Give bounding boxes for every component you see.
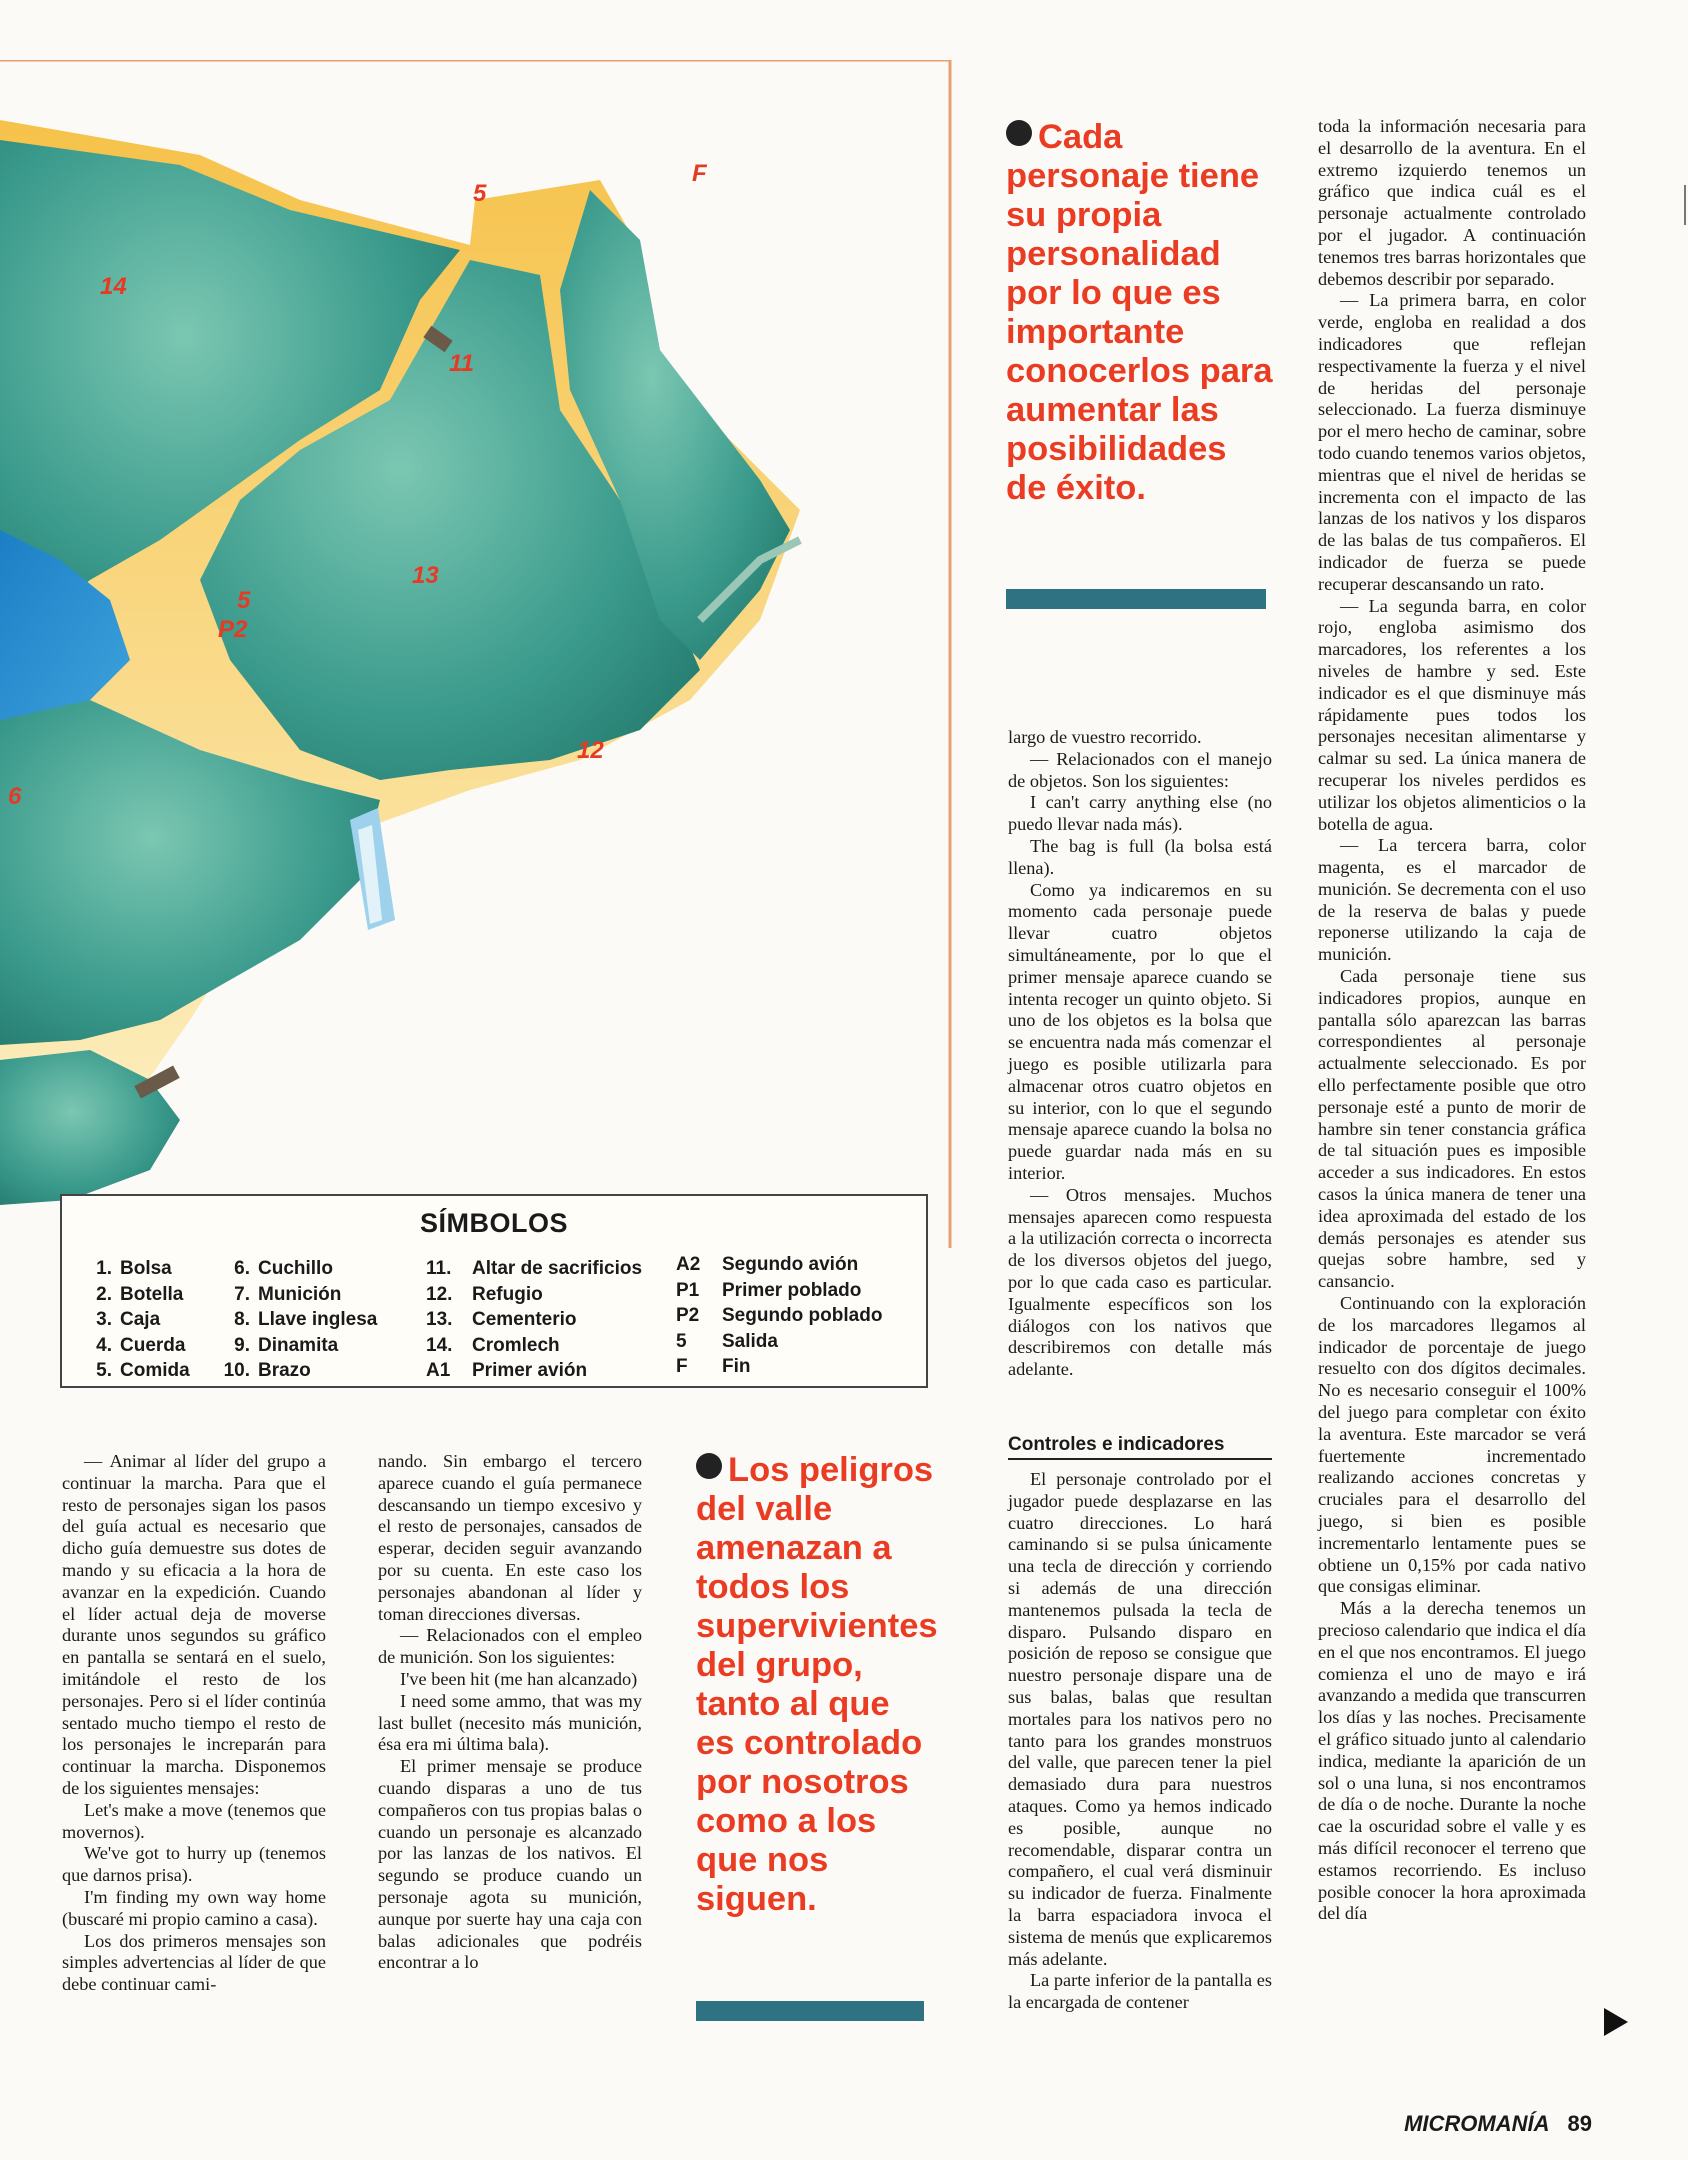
pullquote-1: Cada personaje tiene su propia personalidad por lo que es importante conocerlos para aumentar las posibilidades de éxito.	[1006, 118, 1273, 507]
legend-item: 9. Dinamita	[234, 1334, 339, 1356]
continue-arrow-icon	[1604, 2008, 1628, 2036]
map-label-5b: 5	[237, 587, 251, 614]
legend-item: 13. Cementerio	[426, 1309, 577, 1330]
pullquote-1-bar	[1006, 589, 1266, 609]
paragraph: largo de vuestro recorrido.	[1008, 727, 1202, 747]
legend-col-4	[676, 1252, 882, 1380]
legend-item: P1 Primer poblado	[676, 1279, 862, 1301]
map-label-12: 12	[577, 737, 604, 764]
page-footer	[1404, 2111, 1592, 2137]
legend-item: 12. Refugio	[426, 1283, 543, 1305]
paragraph: — Relacionados con el empleo de munición. Son los siguientes:	[378, 1625, 642, 1668]
legend-item: 6. Cuchillo	[234, 1258, 333, 1279]
legend-item: 3. Caja	[96, 1309, 161, 1330]
paragraph: toda la información necesaria para el desarrollo de la aventura. En el extremo izquierdo tenemos un gráfico que indica cuál es el personaje actualmente controlado por el jugador. A continuación tenemos tres barras horizontales que debemos describir por separado.	[1318, 116, 1586, 289]
map-label-f: F	[692, 160, 707, 187]
pullquote-2-bar	[696, 2001, 924, 2021]
section-heading: Controles e indicadores	[1008, 1434, 1272, 1460]
paragraph: Cada personaje tiene sus indicadores propios, aunque en pantalla sólo aparezcan las barras correspondientes al personaje actualmente seleccionado. Es por ello perfectamente posible que otro personaje esté a punto de morir de hambre sin tener constancia gráfica de tal situación pues es imposible acceder a sus indicadores. En estos casos la única manera de tener una idea aproximada del estado de los demás personajes es atender sus quejas sobre hambre, sed y cansancio.	[1318, 966, 1586, 1292]
paragraph: La parte inferior de la pantalla es la encargada de contener	[1008, 1970, 1272, 2013]
article-column-a	[62, 1451, 326, 1996]
paragraph: El primer mensaje se produce cuando disparas a uno de tus compañeros con tus propias balas o cuando un personaje es alcanzado por las lanzas de los nativos. El segundo se produce cuando un personaje agota su munición, aunque por suerte hay una caja con balas adicionales que podréis encontrar a lo	[378, 1756, 642, 1973]
map-illustration	[0, 60, 952, 1248]
paragraph: nando. Sin embargo el tercero aparece cuando el guía permanece descansando un tiempo excesivo y el resto de personajes, cansados de esperar, deciden seguir avanzando por su cuenta. En este caso los personajes abandonan al líder y toman direcciones diversas.	[378, 1451, 642, 1624]
legend-title: SÍMBOLOS	[419, 1208, 568, 1238]
legend-item: 4. Cuerda	[96, 1334, 186, 1356]
legend-item: 14. Cromlech	[426, 1334, 560, 1356]
legend-item: 5. Comida	[96, 1360, 190, 1381]
legend-col-2	[220, 1256, 377, 1384]
map-label-6: 6	[8, 783, 22, 810]
legend-box	[60, 1194, 928, 1388]
paragraph: — La primera barra, en color verde, engloba en realidad a dos indicadores que reflejan respectivamente la fuerza y el nivel de heridas del personaje seleccionado. La fuerza disminuye por el mero hecho de caminar, sobre todo cuando tenemos varios objetos, mientras que el nivel de heridas se incrementa con el impacto de las lanzas de los nativos y los disparos de las balas de tus compañeros. El indicador de fuerza se puede recuperar descansando un rato.	[1318, 290, 1586, 594]
paragraph: I can't carry anything else (no puedo llevar nada más).	[1008, 792, 1272, 835]
legend-item: A1 Primer avión	[426, 1360, 588, 1381]
map-graphic	[0, 60, 952, 1248]
legend-item: 7. Munición	[234, 1283, 342, 1305]
margin-mark	[1684, 185, 1686, 225]
legend-col-1	[82, 1256, 190, 1384]
paragraph: We've got to hurry up (tenemos que darnos prisa).	[62, 1843, 326, 1886]
paragraph: Como ya indicaremos en su momento cada personaje puede llevar cuatro objetos simultáneamente, por lo que el primer mensaje aparece cuando se intenta recoger un quinto objeto. Si uno de los objetos es la bolsa que se encuentra nada más comenzar el juego es posible utilizarla para almacenar otros cuatro objetos en su interior, con lo que el segundo mensaje aparece cuando la bolsa no puede guardar nada más en su interior.	[1008, 879, 1272, 1183]
paragraph: — Otros mensajes. Muchos mensajes aparecen como respuesta a la utilización correcta o incorrecta de los diversos objetos del juego, por lo que cada caso es particular. Igualmente específicos son los diálogos con los nativos que describiremos con detalle más adelante.	[1008, 1184, 1272, 1380]
legend-item: 8. Llave inglesa	[234, 1309, 378, 1330]
map-label-11: 11	[449, 350, 474, 377]
pullquote-2: Los peligros del valle amenazan a todos los supervivientes del grupo, tanto al que es controlado por nosotros como a los que nos siguen.	[696, 1451, 938, 1918]
paragraph: Más a la derecha tenemos un precioso calendario que indica el día en el que nos encontramos. El juego comienza el uno de mayo e irá avanzando a medida que transcurren los días y las noches. Precisamente el gráfico situado junto al calendario indica, mediante la aparición de un sol o una luna, si nos encontramos de día o de noche. Durante la noche cae la oscuridad sobre el valle y es más difícil reconocer el terreno que estamos recorriendo. Es incluso posible conocer la hora aproximada del día	[1318, 1598, 1586, 1924]
legend-item: 5 Salida	[676, 1330, 778, 1352]
map-label-5: 5	[473, 180, 487, 207]
legend-item: F Fin	[676, 1356, 751, 1377]
bullet-icon	[1006, 120, 1032, 146]
paragraph: Los dos primeros mensajes son simples advertencias al líder de que debe continuar cami-	[62, 1930, 326, 1995]
legend-item: 2. Botella	[96, 1283, 184, 1305]
paragraph: El personaje controlado por el jugador puede desplazarse en las cuatro direcciones. Lo hará caminando si se pulsa únicamente una tecla de dirección y corriendo si además de una dirección mantenemos pulsada la tecla de disparo. Pulsando disparo en posición de reposo se consigue que nuestro personaje dispare una de sus balas, balas que resultan mortales para los nativos pero no tanto para los grandes monstruos del valle, que parecen tener la piel demasiado dura para nuestros ataques. Como ya hemos indicado es posible, aunque no recomendable, disparar contra un compañero, el cual verá disminuir su indicador de fuerza. Finalmente la barra espaciadora invoca el sistema de menús que explicaremos más adelante.	[1008, 1469, 1272, 1969]
legend-item: 11. Altar de sacrificios	[426, 1258, 643, 1279]
legend-col-3	[426, 1256, 642, 1384]
paragraph: — La tercera barra, color magenta, es el marcador de munición. Se decrementa con el uso de la reserva de balas y puede reponerse utilizando la caja de munición.	[1318, 835, 1586, 965]
legend-item: A2 Segundo avión	[676, 1254, 859, 1275]
bullet-icon	[696, 1453, 722, 1479]
map-label-p2: P2	[218, 616, 248, 643]
map-label-14: 14	[100, 273, 127, 300]
article-column-c-bottom	[1008, 1469, 1272, 2014]
article-column-d	[1318, 116, 1586, 1925]
magazine-name: MICROMANÍA	[1404, 2111, 1550, 2136]
paragraph: — La segunda barra, en color rojo, engloba asimismo dos marcadores, los referentes a los niveles de hambre y sed. Este indicador es el que disminuye más rápidamente pues todos los personajes necesitan alimentarse y calmar su sed. La única manera de recuperar los niveles perdidos es utilizar los objetos alimenticios o la botella de agua.	[1318, 595, 1586, 834]
legend-item: P2 Segundo poblado	[676, 1305, 883, 1326]
legend-item: 1. Bolsa	[96, 1258, 172, 1279]
paragraph: Continuando con la exploración de los marcadores llegamos al indicador de porcentaje de juego resuelto con dos dígitos decimales. No es necesario conseguir el 100% del juego para completar con éxito la aventura. Este marcador se verá fuertemente incrementado realizando acciones concretas y cruciales para el desarrollo del juego, si bien es posible incrementarlo lentamente pues se obtiene un 0,15% por cada nativo que consigas eliminar.	[1318, 1293, 1586, 1597]
page-number: 89	[1567, 2111, 1592, 2136]
paragraph: Let's make a move (tenemos que movernos).	[62, 1799, 326, 1842]
paragraph: I need some ammo, that was my last bullet (necesito más munición, ésa era mi última bala).	[378, 1690, 642, 1755]
paragraph: — Animar al líder del grupo a continuar la marcha. Para que el resto de personajes sigan los pasos del guía actual es necesario que dicho guía demuestre sus dotes de mando y su eficacia a la hora de avanzar en la expedición. Cuando el líder actual deja de moverse durante unos segundos su gráfico en pantalla se sentará en el suelo, imitándole el resto de los personajes. Pero si el líder continúa sentado mucho tiempo el resto de los personajes le increparán para continuar la marcha. Disponemos de los siguientes mensajes:	[62, 1451, 326, 1798]
legend-item: 10. Brazo	[223, 1360, 311, 1381]
paragraph: — Relacionados con el manejo de objetos. Son los siguientes:	[1008, 748, 1272, 791]
paragraph: I've been hit (me han alcanzado)	[400, 1668, 638, 1689]
map-label-13: 13	[412, 562, 439, 589]
article-column-b	[378, 1451, 642, 1974]
paragraph: The bag is full (la bolsa está llena).	[1008, 835, 1272, 878]
article-column-c-top	[1008, 727, 1272, 1381]
paragraph: I'm finding my own way home (buscaré mi propio camino a casa).	[62, 1886, 326, 1929]
